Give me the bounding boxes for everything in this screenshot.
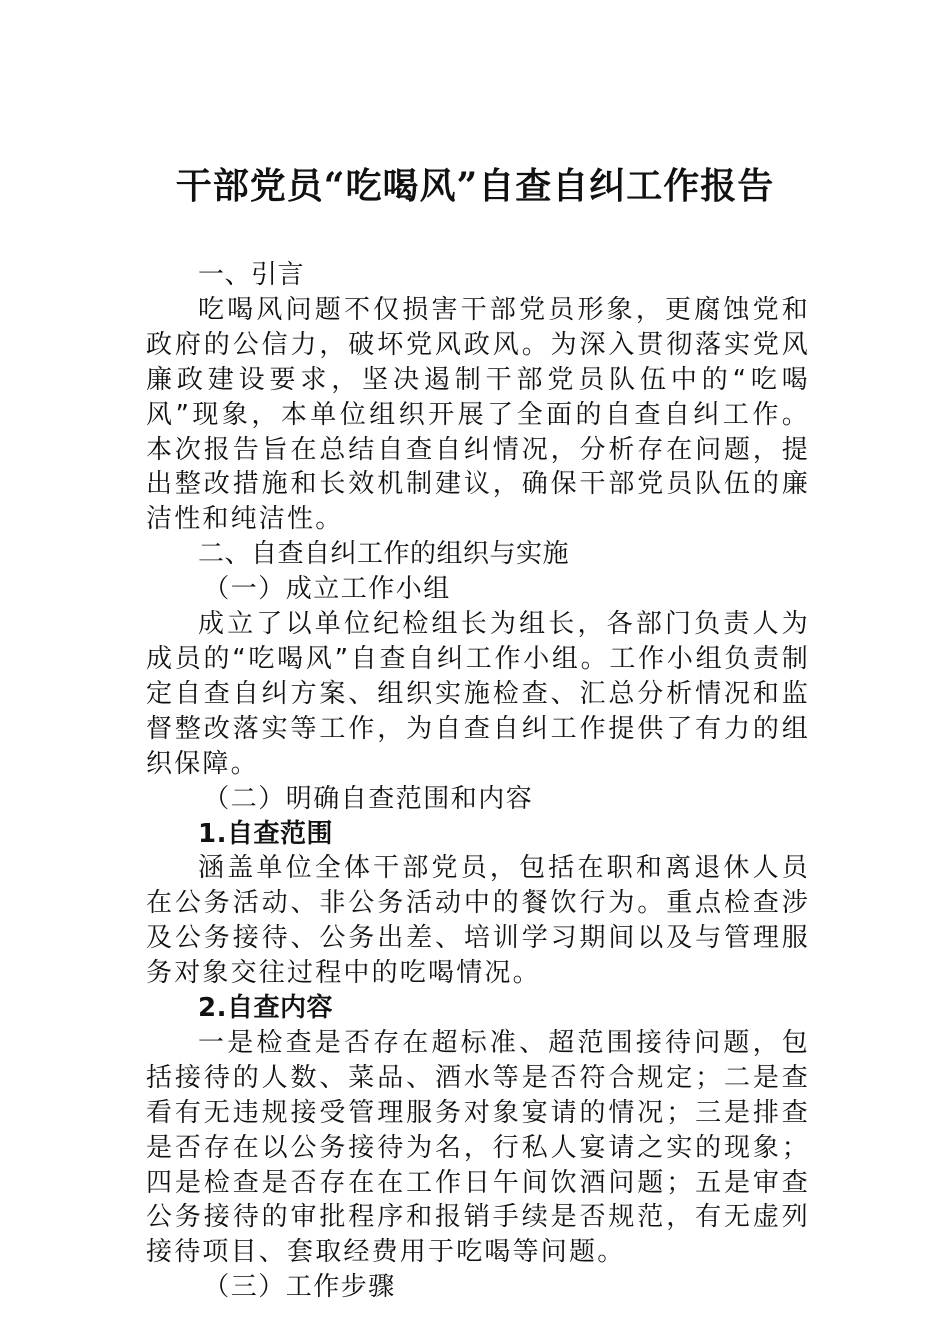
working-group-paragraph: 成立了以单位纪检组长为组长，各部门负责人为成员的“吃喝风”自查自纠工作小组。工作小组负责制定自查自纠方案、组织实施检查、汇总分析情况和监督整改落实等工作，为自查自纠工作提供了有力的组织保障。 [146,609,810,779]
item-heading-content: 2.自查内容 [198,993,333,1024]
document-title: 干部党员“吃喝风”自查自纠工作报告 [175,165,775,207]
content-paragraph: 一是检查是否存在超标准、超范围接待问题，包括接待的人数、菜品、酒水等是否符合规定；二是查看有无违规接受管理服务对象宴请的情况；三是排查是否存在以公务接待为名，行私人宴请之实的现象；四是检查是否存在在工作日午间饮酒问题；五是审查公务接待的审批程序和报销手续是否规范，有无虚列接待项目、套取经费用于吃喝等问题。 [146,1027,810,1268]
document-body [146,258,810,1305]
scope-paragraph: 涵盖单位全体干部党员，包括在职和离退休人员在公务活动、非公务活动中的餐饮行为。重点检查涉及公务接待、公务出差、培训学习期间以及与管理服务对象交往过程中的吃喝情况。 [146,853,810,989]
subsection-heading-steps: （三）工作步骤 [203,1272,396,1303]
subsection-heading-scope-content: （二）明确自查范围和内容 [203,783,534,814]
item-heading-scope: 1.自查范围 [198,818,333,849]
section-heading-organization: 二、自查自纠工作的组织与实施 [198,539,570,570]
intro-paragraph: 吃喝风问题不仅损害干部党员形象，更腐蚀党和政府的公信力，破坏党风政风。为深入贯彻落实党风廉政建设要求，坚决遏制干部党员队伍中的“吃喝风”现象，本单位组织开展了全面的自查自纠工作。本次报告旨在总结自查自纠情况，分析存在问题，提出整改措施和长效机制建议，确保干部党员队伍的廉洁性和纯洁性。 [146,294,810,535]
section-heading-intro: 一、引言 [198,260,305,290]
subsection-heading-working-group: （一）成立工作小组 [203,574,451,605]
